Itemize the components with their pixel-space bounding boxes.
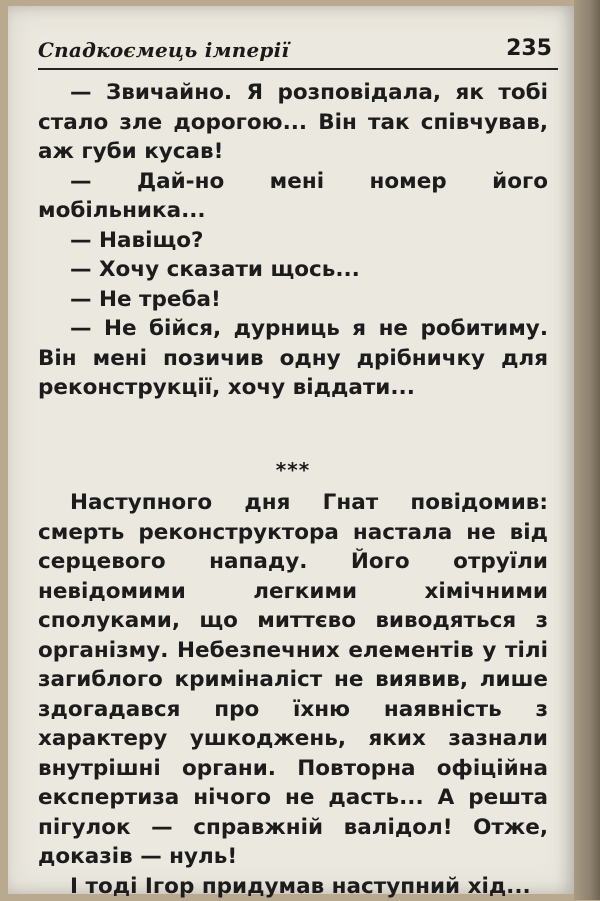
paragraph: — Хочу сказати щось... — [38, 255, 548, 285]
paragraph: — Дай-но мені номер його мобільника... — [38, 167, 548, 226]
section-separator: *** — [38, 458, 548, 482]
paragraph: — Навіщо? — [38, 226, 548, 256]
narrative-block — [38, 488, 548, 901]
paragraph: І тоді Ігор придумав наступний хід... — [38, 872, 548, 901]
paragraph: — Не треба! — [38, 285, 548, 315]
running-title: Спадкоємець імперії — [38, 38, 289, 62]
paragraph: — Звичайно. Я розповідала, як тобі стало зле дорогою... Він так співчував, аж губи кусав! — [38, 78, 548, 167]
book-edge — [574, 0, 600, 900]
book-page — [8, 6, 574, 894]
paragraph: — Не бійся, дурниць я не робитиму. Він мені позичив одну дрібничку для реконструкції, хочу віддати... — [38, 314, 548, 403]
dialogue-block — [38, 78, 548, 403]
page-number: 235 — [506, 36, 552, 61]
page-header — [38, 34, 558, 70]
paragraph: Наступного дня Гнат повідомив: смерть реконструктора настала не від серцевого нападу. Його отруїли невідомими легкими хімічними сполуками, що миттєво виводяться з організму. Небезпечних елементів у тілі загиблого криміналіст не виявив, лише здогадався про їхню наявність з характеру ушкоджень, яких зазнали внутрішні органи. Повторна офіційна експертиза нічого не дасть... А решта пігулок — справжній валідол! Отже, доказів — нуль! — [38, 488, 548, 872]
